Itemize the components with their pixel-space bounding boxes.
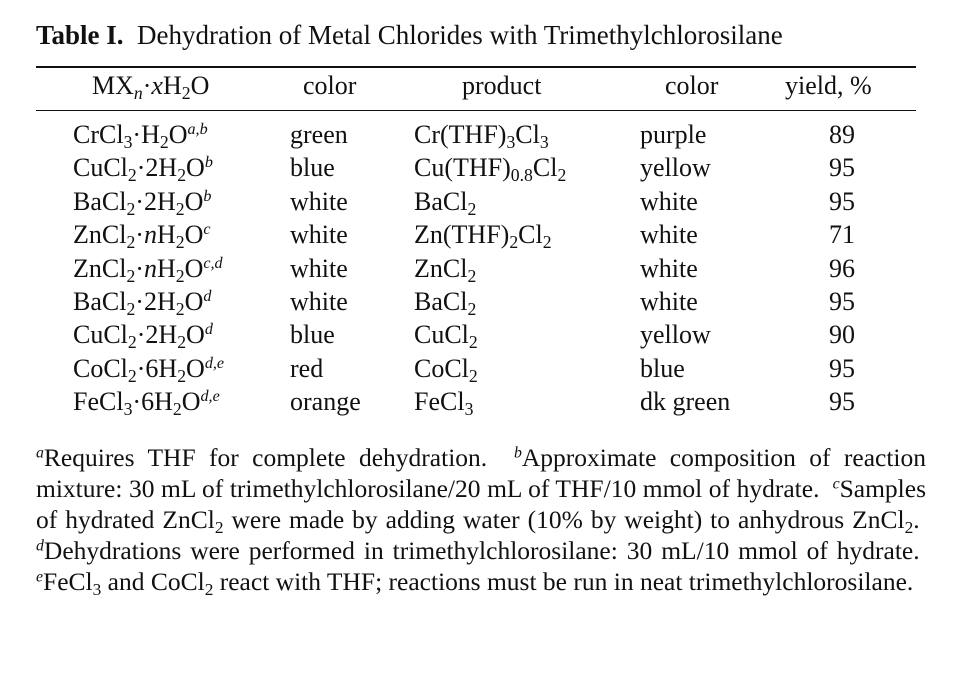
product-cell: BaCl$_2$ bbox=[414, 287, 477, 319]
header-product: product bbox=[462, 71, 542, 100]
table-row bbox=[0, 252, 957, 285]
table-row bbox=[0, 151, 957, 184]
footnote-a: $^a$Requires THF for complete dehydration. bbox=[36, 443, 488, 472]
reactant-cell: $CuCl_2\cdot 2H_2O^d$ bbox=[73, 320, 213, 353]
product-color-cell: white bbox=[640, 220, 698, 250]
product-color-cell: white bbox=[640, 287, 698, 316]
yield-cell: 95 bbox=[829, 287, 855, 316]
reactant-cell: $BaCl_2\cdot 2H_2O^d$ bbox=[73, 287, 212, 319]
yield-cell: 89 bbox=[829, 120, 855, 149]
product-color-cell: yellow bbox=[640, 153, 711, 183]
product-cell: CuCl$_2$ bbox=[414, 320, 478, 353]
product-cell: CoCl$_2$ bbox=[414, 353, 478, 386]
footnote-e: $^e$FeCl$_3$ and CoCl$_2$ react with THF; reactions must be run in neat trimethylchlorosilane. bbox=[36, 567, 914, 599]
reactant-color-cell: blue bbox=[290, 320, 335, 350]
reactant-color-cell: orange bbox=[290, 387, 361, 417]
footnote-d: $^d$Dehydrations were performed in trimethylchlorosilane: 30 mL/10 mmol of hydrate. bbox=[36, 536, 920, 565]
table-row bbox=[0, 318, 957, 351]
header-rule bbox=[36, 110, 916, 111]
product-cell: ZnCl$_2$ bbox=[414, 253, 477, 286]
yield-cell: 95 bbox=[829, 153, 855, 183]
table-row bbox=[0, 185, 957, 218]
header-color: color bbox=[303, 71, 357, 100]
header-reactant: $MX_n\cdot xH_2O$ bbox=[92, 71, 210, 103]
table-row bbox=[0, 385, 957, 418]
reactant-cell: $ZnCl_2\cdot nH_2O^{c,d}$ bbox=[73, 253, 223, 286]
reactant-color-cell: white bbox=[290, 186, 348, 216]
reactant-cell: $CuCl_2\cdot 2H_2O^b$ bbox=[73, 153, 213, 186]
product-cell: $Zn(THF)_2Cl_2$ bbox=[414, 220, 552, 253]
product-color-cell: white bbox=[640, 186, 698, 216]
table-row bbox=[0, 118, 957, 151]
table-row bbox=[0, 352, 957, 385]
yield-cell: 96 bbox=[829, 253, 855, 283]
product-color-cell: purple bbox=[640, 120, 707, 149]
yield-cell: 95 bbox=[829, 387, 855, 417]
reactant-color-cell: white bbox=[290, 253, 348, 283]
footnotes bbox=[36, 442, 926, 597]
product-color-cell: blue bbox=[640, 353, 685, 383]
yield-cell: 71 bbox=[829, 220, 855, 250]
table-title: Dehydration of Metal Chlorides with Trimethylchlorosilane bbox=[137, 20, 783, 50]
table-label: Table I. bbox=[36, 20, 124, 50]
footnote-c: $^c$Samples of hydrated ZnCl$_2$ were made by adding water (10% by weight) to anhydrous ZnCl$_2$. bbox=[36, 474, 927, 537]
footnote-b: $^b$Approximate composition of reaction mixture: 30 mL of trimethylchlorosilane/20 mL of THF/10 mmol of hydrate. bbox=[36, 443, 926, 503]
reactant-color-cell: green bbox=[290, 120, 348, 149]
product-color-cell: dk green bbox=[640, 387, 731, 417]
reactant-cell: $CrCl_3\cdot H_2O^{a,b}$ bbox=[73, 120, 208, 152]
reactant-cell: $CoCl_2\cdot 6H_2O^{d,e}$ bbox=[73, 353, 225, 386]
product-cell: BaCl$_2$ bbox=[414, 186, 477, 219]
header-product-color: color bbox=[665, 71, 719, 100]
reactant-cell: $BaCl_2\cdot 2H_2O^b$ bbox=[73, 186, 212, 219]
table-caption bbox=[36, 20, 783, 51]
reactant-color-cell: white bbox=[290, 220, 348, 250]
reactant-cell: $ZnCl_2\cdot nH_2O^c$ bbox=[73, 220, 211, 253]
yield-cell: 95 bbox=[829, 353, 855, 383]
table-row bbox=[0, 285, 957, 318]
table-row bbox=[0, 218, 957, 251]
product-cell: $Cr(THF)_3Cl_3$ bbox=[414, 120, 549, 152]
reactant-cell: $FeCl_3\cdot 6H_2O^{d,e}$ bbox=[73, 387, 220, 420]
reactant-color-cell: blue bbox=[290, 153, 335, 183]
header-yield: yield, % bbox=[785, 71, 872, 100]
product-cell: FeCl$_3$ bbox=[414, 387, 474, 420]
product-color-cell: white bbox=[640, 253, 698, 283]
top-rule bbox=[36, 66, 916, 68]
yield-cell: 95 bbox=[829, 186, 855, 216]
product-cell: $Cu(THF)_{0.8}Cl_2$ bbox=[414, 153, 567, 186]
product-color-cell: yellow bbox=[640, 320, 711, 350]
reactant-color-cell: red bbox=[290, 353, 324, 383]
yield-cell: 90 bbox=[829, 320, 855, 350]
reactant-color-cell: white bbox=[290, 287, 348, 316]
